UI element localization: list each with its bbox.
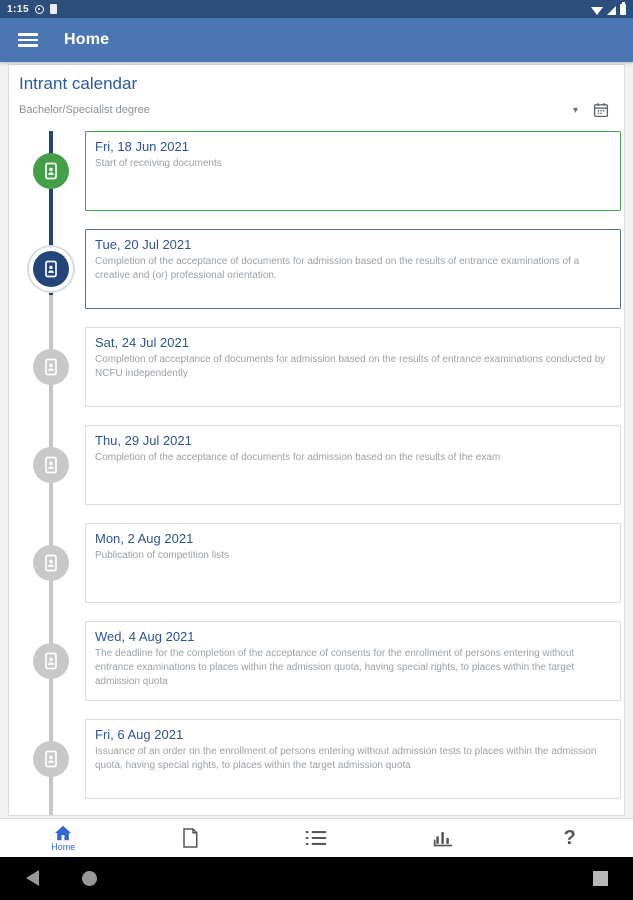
calendar-icon[interactable] <box>592 101 610 119</box>
document-person-icon <box>33 447 69 483</box>
page-title: Intrant calendar <box>19 74 138 93</box>
timeline-item <box>9 719 624 799</box>
list-icon <box>305 829 327 847</box>
android-nav-bar <box>0 857 633 900</box>
event-description: Completion of the acceptance of documents for admission based on the results of the exam <box>95 452 501 463</box>
event-card <box>85 131 621 211</box>
timeline-item <box>9 131 624 211</box>
sim-icon <box>50 4 57 14</box>
document-person-icon <box>33 349 69 385</box>
timeline-item <box>9 523 624 603</box>
tab-home-label: Home <box>51 841 76 852</box>
document-person-icon <box>33 545 69 581</box>
degree-select-row <box>19 101 614 119</box>
calendar-panel <box>8 64 625 816</box>
status-bar <box>0 0 633 18</box>
event-date: Wed, 4 Aug 2021 <box>95 629 195 644</box>
event-card <box>85 425 621 505</box>
event-description: Completion of acceptance of documents for admission based on the results of entrance examinations conducted by NCFU independently <box>95 354 606 379</box>
chevron-down-icon[interactable]: ▾ <box>572 104 578 116</box>
bottom-nav <box>0 818 633 857</box>
home-button[interactable] <box>82 871 97 886</box>
timeline-item <box>9 229 624 309</box>
tab-documents[interactable] <box>127 819 254 857</box>
event-card <box>85 327 621 407</box>
status-bar-right <box>591 4 626 15</box>
panel-header <box>9 65 624 119</box>
wifi-icon <box>591 7 603 15</box>
event-description: Completion of the acceptance of documents for admission based on the results of entrance examinations of a creative and (or) professional orientation. <box>95 256 580 281</box>
content-area <box>0 62 633 818</box>
shield-icon <box>35 5 44 14</box>
event-date: Mon, 2 Aug 2021 <box>95 531 194 546</box>
document-person-icon <box>33 251 69 287</box>
help-icon: ? <box>563 827 576 849</box>
degree-select[interactable]: Bachelor/Specialist degree <box>19 104 150 116</box>
event-card <box>85 523 621 603</box>
event-date: Thu, 29 Jul 2021 <box>95 433 192 448</box>
recents-button[interactable] <box>593 871 608 886</box>
status-bar-left <box>7 4 57 15</box>
signal-icon <box>607 6 616 15</box>
timeline-item <box>9 425 624 505</box>
chart-icon <box>432 828 454 848</box>
document-person-icon <box>33 153 69 189</box>
app-bar <box>0 18 633 62</box>
tab-help[interactable] <box>506 819 633 857</box>
document-person-icon <box>33 741 69 777</box>
event-description: The deadline for the completion of the acceptance of consents for the enrollment of persons entering without entrance examinations to places within the admission quota, having special rights, to places within the target admission quota <box>95 648 575 687</box>
event-card <box>85 621 621 701</box>
home-icon <box>54 825 72 841</box>
tab-home[interactable] <box>0 819 127 857</box>
event-date: Sat, 24 Jul 2021 <box>95 335 189 350</box>
tab-list[interactable] <box>253 819 380 857</box>
event-card <box>85 719 621 799</box>
timeline-item <box>9 621 624 701</box>
event-date: Fri, 18 Jun 2021 <box>95 139 189 154</box>
menu-icon[interactable] <box>18 33 38 47</box>
clock: 1:15 <box>7 3 30 15</box>
battery-icon <box>620 4 626 15</box>
document-icon <box>181 827 199 849</box>
timeline-item <box>9 327 624 407</box>
event-date: Tue, 20 Jul 2021 <box>95 237 192 252</box>
event-card <box>85 229 621 309</box>
app-bar-title: Home <box>64 31 110 48</box>
event-date: Fri, 6 Aug 2021 <box>95 727 184 742</box>
back-button[interactable] <box>26 870 39 886</box>
event-description: Publication of competition lists <box>95 550 229 561</box>
document-person-icon <box>33 643 69 679</box>
timeline <box>9 131 624 815</box>
event-description: Issuance of an order on the enrollment of persons entering without admission tests to places within the admission quota, having special rights, to places within the target admission quota <box>95 746 597 771</box>
event-description: Start of receiving documents <box>95 158 222 169</box>
tab-statistics[interactable] <box>380 819 507 857</box>
